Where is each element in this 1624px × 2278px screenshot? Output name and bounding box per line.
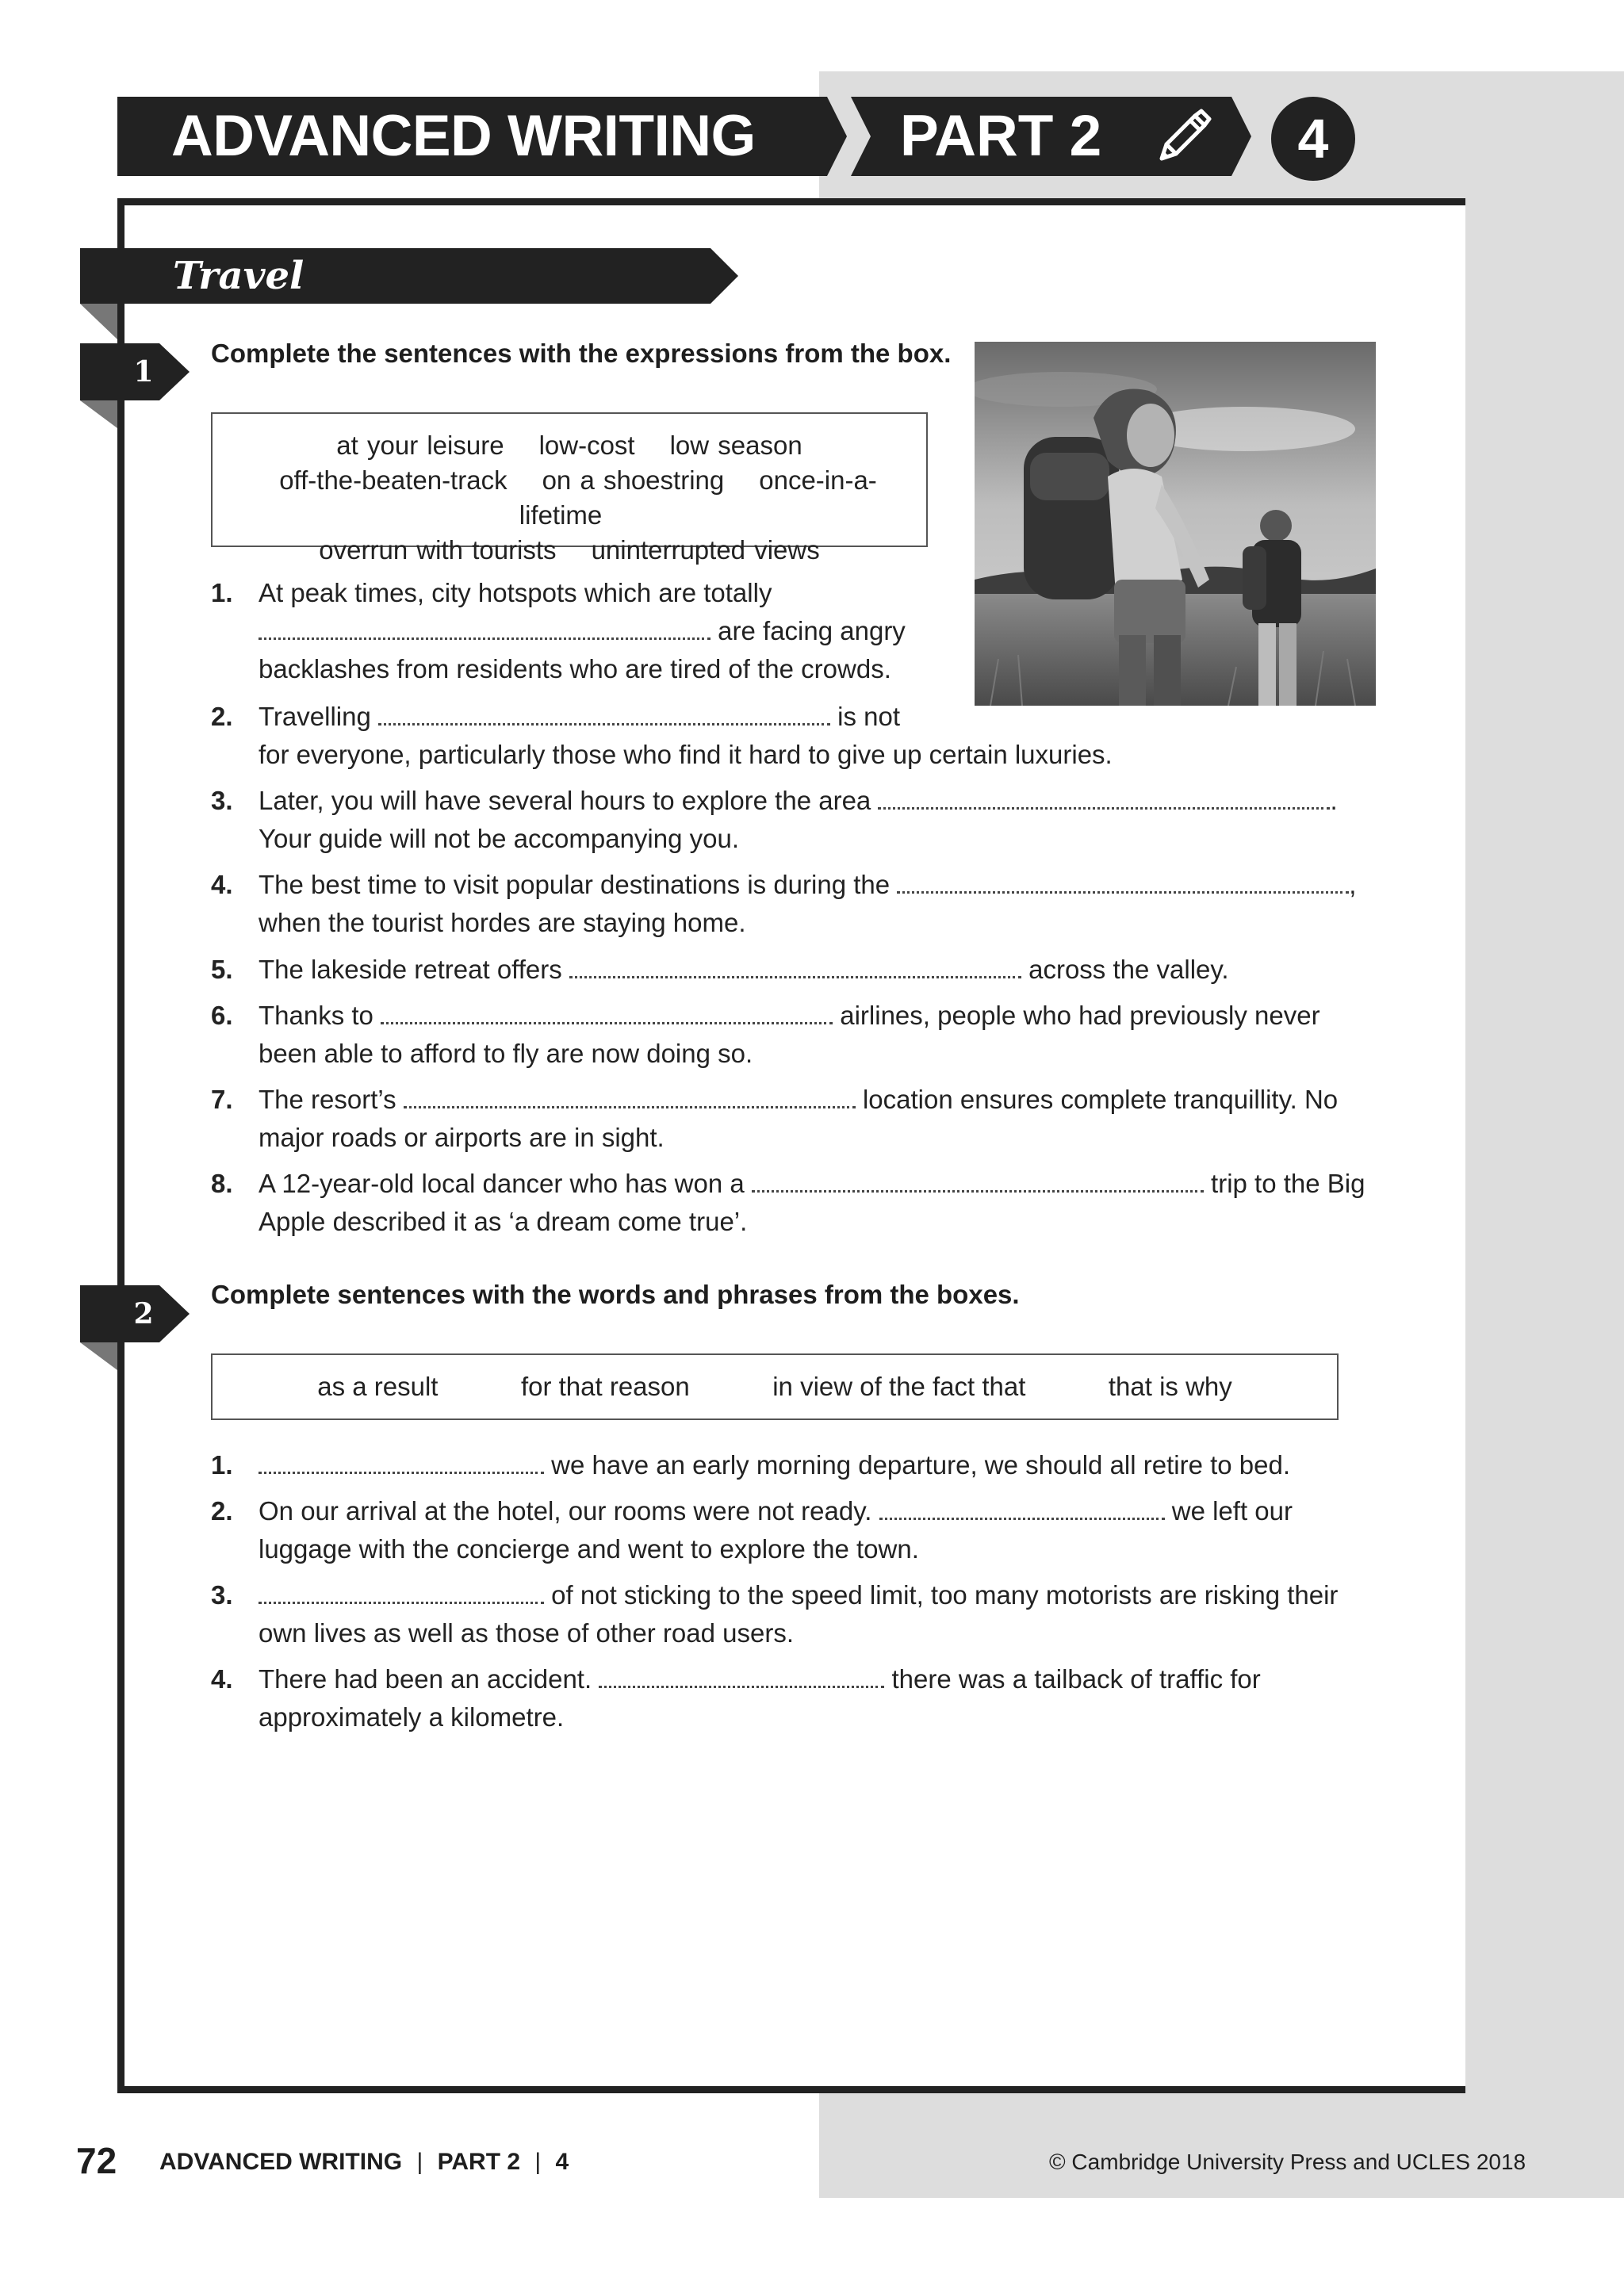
question-number: 8. xyxy=(211,1169,233,1198)
expression-box-line xyxy=(213,428,926,463)
answer-blank[interactable] xyxy=(569,957,1021,978)
copyright-notice: © Cambridge University Press and UCLES 2018 xyxy=(1049,2150,1526,2174)
question-text: approximately a kilometre. xyxy=(259,1702,565,1732)
question-text: Apple described it as ‘a dream come true’. xyxy=(259,1207,748,1236)
answer-blank[interactable] xyxy=(599,1667,884,1688)
question-text: A 12-year-old local dancer who has won a trip to the Big xyxy=(259,1169,1365,1198)
question-number: 4. xyxy=(211,870,233,899)
expression-option: on a shoestring xyxy=(542,465,725,495)
question-number: 4. xyxy=(211,1664,233,1694)
question-text: Later, you will have several hours to explore the area . xyxy=(259,786,1338,815)
phrase-option: as a result xyxy=(317,1372,439,1401)
question-text: Travelling is not xyxy=(259,702,901,731)
question-text: been able to afford to fly are now doing so. xyxy=(259,1039,753,1068)
exercise-tab-fold xyxy=(80,1342,117,1370)
expression-option: low season xyxy=(669,431,802,460)
question-number: 6. xyxy=(211,1001,233,1030)
question-number: 1. xyxy=(211,578,233,607)
page-number: 72 xyxy=(76,2140,117,2181)
question-text: Your guide will not be accompanying you. xyxy=(259,824,740,853)
question-text: The lakeside retreat offers across the valley. xyxy=(259,955,1229,984)
footer-separator: | xyxy=(416,2149,423,2175)
question-text: for everyone, particularly those who find it hard to give up certain luxuries. xyxy=(259,740,1113,769)
pen-icon xyxy=(1154,108,1214,165)
question-text: At peak times, city hotspots which are totally xyxy=(259,578,772,607)
answer-blank[interactable] xyxy=(381,1003,833,1024)
footer-unit: 4 xyxy=(555,2149,569,2175)
question-text: when the tourist hordes are staying home. xyxy=(259,908,746,937)
question-text: of not sticking to the speed limit, too many motorists are risking their xyxy=(259,1576,1338,1614)
unit-number-badge: 4 xyxy=(1271,97,1355,181)
question-text: On our arrival at the hotel, our rooms were not ready. we left our xyxy=(259,1496,1293,1526)
exercise-instruction: Complete the sentences with the expressions from the box. xyxy=(211,339,952,368)
part-label: PART 2 xyxy=(900,104,1102,168)
phrase-option: that is why xyxy=(1108,1372,1232,1401)
answer-blank[interactable] xyxy=(259,1453,544,1474)
exercise-number: 1 xyxy=(133,355,154,389)
phrase-option: for that reason xyxy=(520,1372,690,1401)
exercise-tab-fold xyxy=(80,400,117,428)
hikers-photo xyxy=(975,342,1376,706)
question-text: are facing angry xyxy=(259,612,906,650)
footer-book-title: ADVANCED WRITING xyxy=(159,2149,403,2175)
answer-blank[interactable] xyxy=(378,704,830,726)
answer-blank[interactable] xyxy=(259,618,710,640)
answer-blank[interactable] xyxy=(404,1087,856,1108)
question-text: There had been an accident. there was a tailback of traffic for xyxy=(259,1664,1261,1694)
answer-blank[interactable] xyxy=(897,872,1349,894)
footer-separator: | xyxy=(534,2149,542,2175)
question-text: own lives as well as those of other road users. xyxy=(259,1618,795,1648)
answer-blank[interactable] xyxy=(878,788,1330,810)
expression-box xyxy=(211,412,928,565)
question-number: 3. xyxy=(211,1580,233,1610)
question-number: 7. xyxy=(211,1085,233,1114)
answer-blank[interactable] xyxy=(879,1499,1165,1520)
exercise-number: 2 xyxy=(133,1297,154,1330)
expression-box-line xyxy=(213,533,926,568)
question-text: The best time to visit popular destinations is during the , xyxy=(259,870,1357,899)
question-number: 5. xyxy=(211,955,233,984)
expression-option: uninterrupted views xyxy=(591,535,820,565)
expression-box-line xyxy=(213,463,926,533)
answer-blank[interactable] xyxy=(752,1171,1204,1193)
footer-title xyxy=(159,2145,569,2180)
question-text: major roads or airports are in sight. xyxy=(259,1123,665,1152)
expression-option: at your leisure xyxy=(336,431,504,460)
question-text: backlashes from residents who are tired of the crowds. xyxy=(259,654,891,683)
question-number: 3. xyxy=(211,786,233,815)
expression-option: once-in-a-lifetime xyxy=(519,465,877,530)
banner-fold xyxy=(80,304,117,339)
question-text: The resort’s location ensures complete tranquillity. No xyxy=(259,1085,1339,1114)
page-title: ADVANCED WRITING xyxy=(171,104,756,168)
expression-option: off-the-beaten-track xyxy=(279,465,508,495)
phrase-box xyxy=(211,1353,1339,1420)
question-number: 1. xyxy=(211,1450,233,1480)
question-text: we have an early morning departure, we should all retire to bed. xyxy=(259,1446,1290,1484)
section-title: Travel xyxy=(173,254,304,298)
footer-part: PART 2 xyxy=(437,2149,521,2175)
expression-option: overrun with tourists xyxy=(319,535,557,565)
expression-option: low-cost xyxy=(538,431,635,460)
question-number: 2. xyxy=(211,1496,233,1526)
answer-blank[interactable] xyxy=(259,1583,544,1604)
question-number: 2. xyxy=(211,702,233,731)
exercise-instruction: Complete sentences with the words and phrases from the boxes. xyxy=(211,1280,1020,1309)
question-text: luggage with the concierge and went to explore the town. xyxy=(259,1534,919,1564)
question-text: Thanks to airlines, people who had previously never xyxy=(259,1001,1320,1030)
phrase-option: in view of the fact that xyxy=(772,1372,1026,1401)
